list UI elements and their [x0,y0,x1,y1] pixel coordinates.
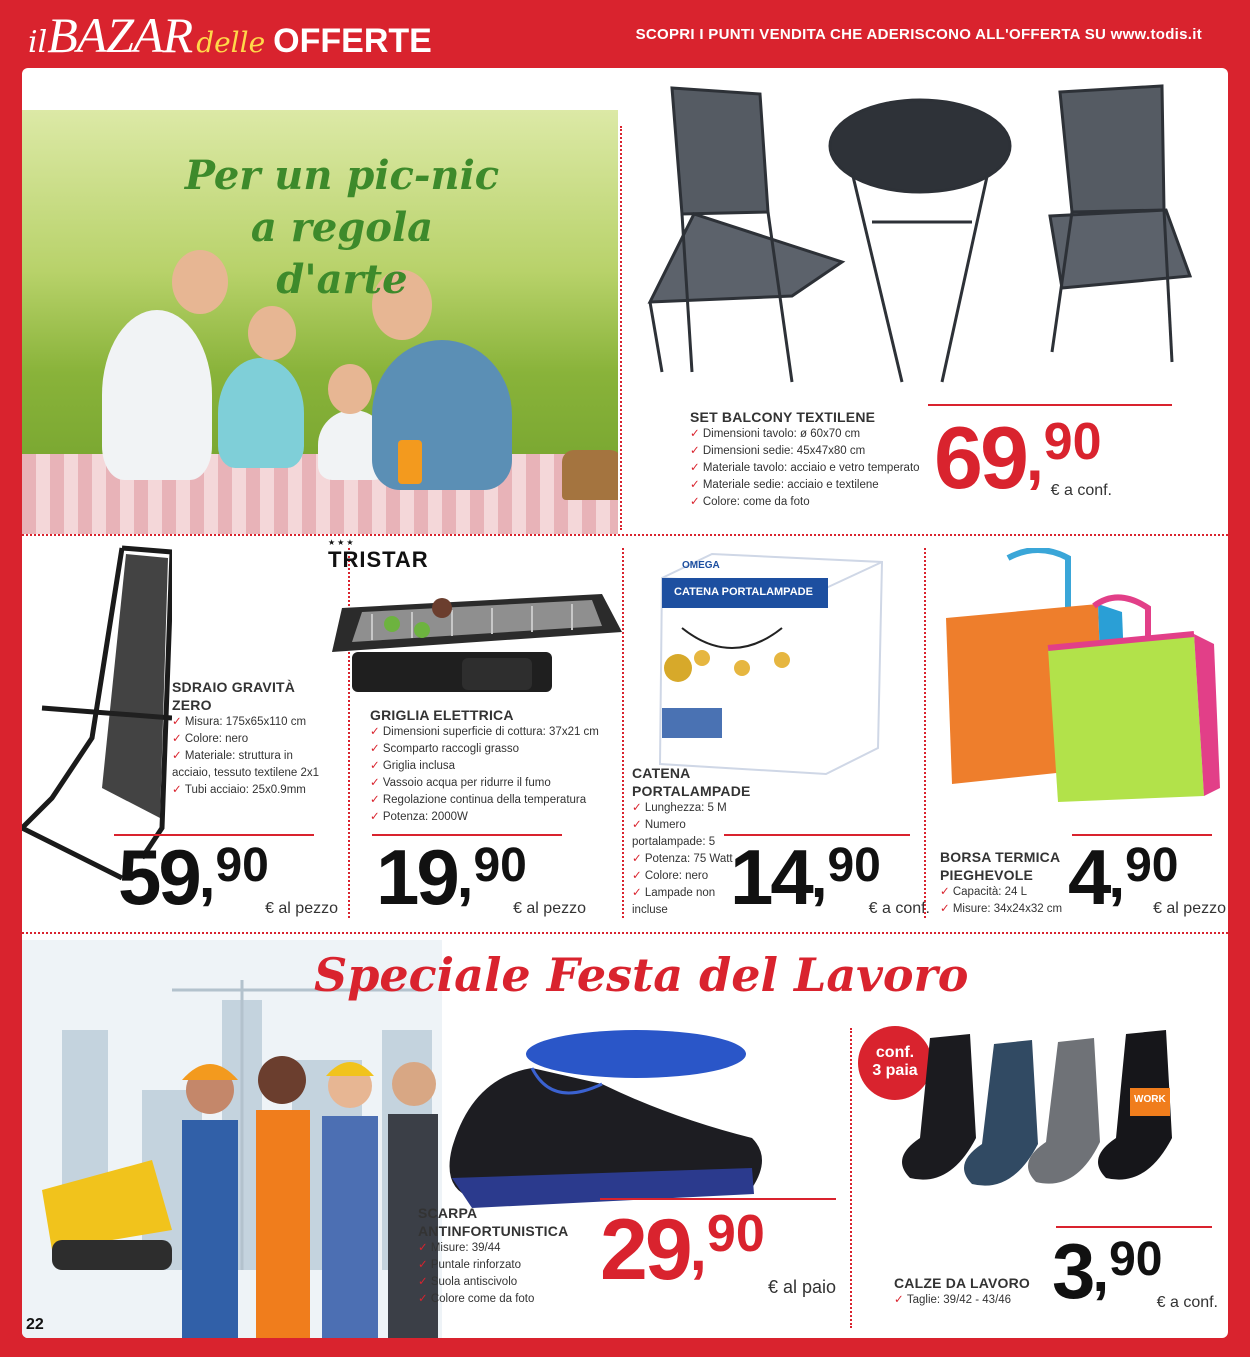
scarpa-features [418,1240,598,1308]
feature-item: ✓ Tubi acciaio: 25x0.9mm [172,782,322,799]
conf-3-paia-badge: conf. 3 paia [858,1026,932,1100]
feature-item: ✓ Misure: 34x24x32 cm [940,901,1090,918]
price-decimal: 90 [706,1205,765,1263]
calze-title: CALZE DA LAVORO [894,1275,1030,1291]
calze-image [890,1028,1220,1208]
sock-work-label: WORK [1134,1094,1166,1105]
price-integer: 19 [376,833,457,921]
scarpa-info [418,1204,598,1308]
catena-box-image [652,548,884,778]
price-decimal: 90 [215,839,269,892]
griglia-title: GRIGLIA ELETTRICA [370,707,514,723]
price-decimal: 90 [827,839,881,892]
balcony-price [934,408,1184,507]
page-number: 22 [26,1316,44,1333]
feature-item: ✓ Colore come da foto [418,1291,598,1308]
catena-title: CATENA PORTALAMPADE [632,765,751,799]
price-integer: 29 [600,1202,690,1298]
sdraio-price [118,833,338,921]
price-integer: 14 [730,833,811,921]
feature-item: ✓ Colore: come da foto [690,494,930,511]
picnic-basket-icon [562,450,618,500]
feature-item: ✓ Regolazione continua della temperatura [370,792,620,809]
picnic-headline: Per un pic-nic a regola d'arte [184,152,500,303]
feature-item: ✓ Materiale sedie: acciaio e textilene [690,477,930,494]
feature-item: ✓ Lunghezza: 5 M [632,800,742,817]
header [0,0,1250,68]
logo-bazar: BAZAR [47,7,193,63]
sdraio-features [172,714,322,799]
price-integer: 3 [1052,1227,1093,1315]
catena-features [632,800,742,919]
feature-item: ✓ Taglie: 39/42 - 43/46 [894,1292,1064,1309]
feature-item: ✓ Colore: nero [632,868,742,885]
feature-item: ✓ Misure: 39/44 [418,1240,598,1257]
balcony-info [690,408,930,511]
borsa-price [1068,833,1226,921]
feature-item: ✓ Griglia inclusa [370,758,620,775]
feature-item: ✓ Potenza: 75 Watt [632,851,742,868]
juice-bottle-icon [398,440,422,484]
price-unit: € a conf. [1050,482,1112,499]
feature-item: ✓ Suola antiscivolo [418,1274,598,1291]
griglia-image [312,568,632,698]
price-comma: , [810,843,828,910]
store-tagline: SCOPRI I PUNTI VENDITA CHE ADERISCONO ALL'OFFERTA SU www.todis.it [635,26,1202,43]
feature-item: ✓ Scomparto raccogli grasso [370,741,620,758]
feature-item: ✓ Capacità: 24 L [940,884,1090,901]
catena-box-label: CATENA PORTALAMPADE [674,586,813,598]
balcony-title: SET BALCONY TEXTILENE [690,409,876,425]
price-unit: € a conf. [868,900,930,917]
feature-item: ✓ Numero portalampade: 5 [632,817,742,851]
calze-info [894,1274,1064,1309]
griglia-info [370,706,620,826]
price-unit: € al pezzo [1153,900,1226,917]
feature-item: ✓ Lampade non incluse [632,885,742,919]
calze-features [894,1292,1064,1309]
price-decimal: 90 [473,839,527,892]
price-comma: , [1025,422,1044,494]
balcony-set-image [642,82,1202,402]
festa-title: Speciale Festa del Lavoro [314,948,969,1002]
price-comma: , [198,843,216,910]
feature-item: ✓ Vassoio acqua per ridurre il fumo [370,775,620,792]
tristar-stars-icon: ★★★ [328,538,356,547]
price-comma: , [689,1215,707,1284]
catena-price [730,833,930,921]
price-decimal: 90 [1109,1233,1163,1286]
feature-item: ✓ Materiale: struttura in acciaio, tessuto textilene 2x1 [172,748,322,782]
feature-item: ✓ Puntale rinforzato [418,1257,598,1274]
griglia-features [370,724,620,826]
calze-price [1052,1227,1222,1315]
price-integer: 4 [1068,833,1109,921]
feature-item: ✓ Dimensioni superficie di cottura: 37x21 cm [370,724,620,741]
borsa-image [938,548,1222,808]
price-integer: 59 [118,833,199,921]
feature-item: ✓ Dimensioni sedie: 45x47x80 cm [690,443,930,460]
feature-item: ✓ Dimensioni tavolo: ø 60x70 cm [690,426,930,443]
picnic-photo [22,110,618,534]
price-unit: € al paio [767,1277,836,1297]
price-comma: , [456,843,474,910]
logo-delle: delle [196,26,266,59]
price-decimal: 90 [1043,413,1102,471]
feature-item: ✓ Materiale tavolo: acciaio e vetro temperato [690,460,930,477]
price-decimal: 90 [1125,839,1179,892]
feature-item: ✓ Misura: 175x65x110 cm [172,714,322,731]
price-unit: € al pezzo [265,900,338,917]
price-integer: 69 [934,408,1026,507]
griglia-price [376,833,586,921]
price-unit: € al pezzo [513,900,586,917]
borsa-title: BORSA TERMICA PIEGHEVOLE [940,849,1061,883]
balcony-features [690,426,930,511]
logo-il: il [28,25,48,60]
price-unit: € a conf. [1156,1294,1218,1311]
price-comma: , [1092,1237,1110,1304]
sdraio-info [172,678,322,799]
scarpa-price [600,1202,840,1298]
price-comma: , [1108,843,1126,910]
feature-item: ✓ Potenza: 2000W [370,809,620,826]
scarpa-title: SCARPA ANTINFORTUNISTICA [418,1205,569,1239]
sdraio-title: SDRAIO GRAVITÀ ZERO [172,679,296,713]
feature-item: ✓ Colore: nero [172,731,322,748]
omega-brand: OMEGA [682,560,720,571]
content-area [22,68,1228,1338]
bazar-logo [28,6,432,64]
catena-info [632,764,751,919]
logo-offerte: OFFERTE [273,22,432,60]
tristar-logo: ★★★ TRISTAR [328,538,429,572]
